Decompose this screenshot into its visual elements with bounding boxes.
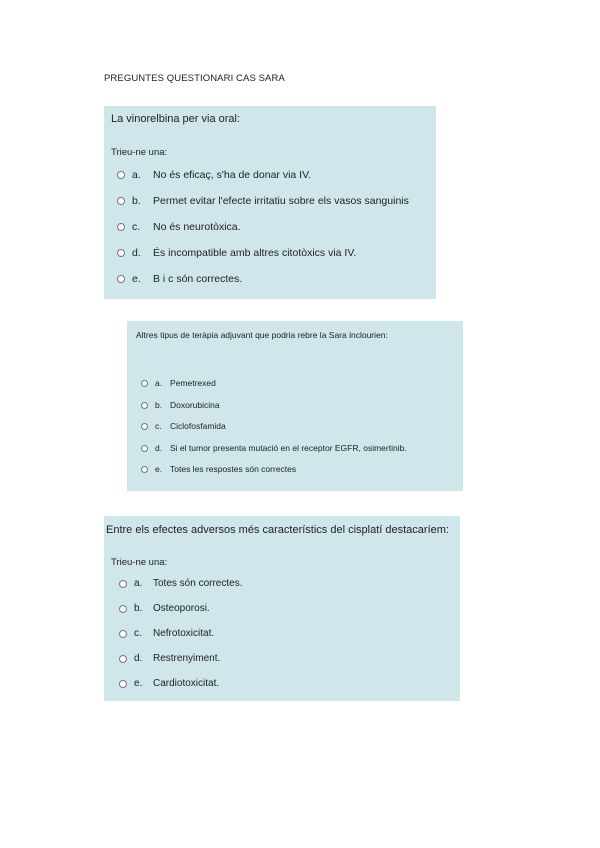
question-1-option-e[interactable] — [117, 273, 242, 285]
option-text: És incompatible amb altres citotòxics via IV. — [153, 247, 357, 259]
question-1-card — [104, 106, 436, 299]
radio-button[interactable] — [119, 680, 127, 688]
radio-button[interactable] — [119, 630, 127, 638]
option-letter: b. — [155, 400, 163, 410]
option-text: Nefrotoxicitat. — [153, 628, 215, 639]
option-letter: c. — [155, 421, 162, 431]
radio-button[interactable] — [117, 223, 125, 231]
question-2-option-d[interactable] — [141, 443, 407, 453]
radio-button[interactable] — [117, 197, 125, 205]
option-text: Restrenyiment. — [153, 653, 221, 664]
question-1-option-c[interactable] — [117, 221, 241, 233]
document-title: PREGUNTES QUESTIONARI CAS SARA — [104, 73, 285, 84]
radio-button[interactable] — [119, 580, 127, 588]
question-3-option-d[interactable] — [119, 653, 220, 664]
radio-button[interactable] — [117, 275, 125, 283]
question-1-text: La vinorelbina per via oral: — [111, 113, 241, 125]
option-letter: a. — [132, 169, 141, 181]
question-2-card — [127, 321, 463, 491]
option-letter: a. — [155, 378, 163, 388]
question-2-option-b[interactable] — [141, 400, 220, 410]
option-text: Si el tumor presenta mutació en el receptor EGFR, osimertinib. — [170, 443, 407, 453]
option-text: Cardiotoxicitat. — [153, 678, 220, 689]
question-3-option-b[interactable] — [119, 603, 210, 614]
option-letter: a. — [134, 578, 143, 589]
option-letter: e. — [155, 464, 163, 474]
option-text: No és neurotòxica. — [153, 221, 241, 233]
option-text: Totes les respostes són correctes — [170, 464, 297, 474]
question-3-card — [104, 516, 460, 701]
question-2-option-e[interactable] — [141, 464, 296, 474]
question-3-option-c[interactable] — [119, 628, 214, 639]
option-letter: c. — [132, 221, 141, 233]
option-text: No és eficaç, s'ha de donar via IV. — [153, 169, 312, 181]
option-text: Ciclofosfamida — [170, 421, 226, 431]
option-letter: e. — [132, 273, 141, 285]
radio-button[interactable] — [141, 423, 148, 430]
option-letter: e. — [134, 678, 143, 689]
question-3-option-e[interactable] — [119, 678, 219, 689]
option-letter: c. — [134, 628, 142, 639]
question-1-prompt: Trieu-ne una: — [111, 147, 168, 158]
radio-button[interactable] — [141, 445, 148, 452]
radio-button[interactable] — [141, 466, 148, 473]
question-3-option-a[interactable] — [119, 578, 242, 589]
option-text: Totes són correctes. — [153, 578, 243, 589]
option-text: Permet evitar l'efecte irritatiu sobre els vasos sanguinis — [153, 195, 409, 207]
radio-button[interactable] — [117, 171, 125, 179]
question-1-option-a[interactable] — [117, 169, 311, 181]
question-2-option-c[interactable] — [141, 421, 226, 431]
question-3-text: Entre els efectes adversos més característics del cisplatí destacaríem: — [106, 524, 449, 536]
option-letter: d. — [155, 443, 163, 453]
option-text: Pemetrexed — [170, 378, 216, 388]
option-letter: d. — [132, 247, 141, 259]
option-text: Doxorubicina — [170, 400, 220, 410]
option-text: Osteoporosi. — [153, 603, 210, 614]
question-1-option-d[interactable] — [117, 247, 356, 259]
question-3-prompt: Trieu-ne una: — [111, 557, 168, 568]
option-text: B i c són correctes. — [153, 273, 243, 285]
question-2-text: Altres tipus de teràpia adjuvant que podria rebre la Sara inclourien: — [136, 330, 388, 340]
radio-button[interactable] — [141, 380, 148, 387]
radio-button[interactable] — [119, 655, 127, 663]
radio-button[interactable] — [141, 402, 148, 409]
option-letter: b. — [132, 195, 141, 207]
question-1-option-b[interactable] — [117, 195, 409, 207]
option-letter: b. — [134, 603, 143, 614]
question-2-option-a[interactable] — [141, 378, 216, 388]
radio-button[interactable] — [117, 249, 125, 257]
radio-button[interactable] — [119, 605, 127, 613]
option-letter: d. — [134, 653, 143, 664]
